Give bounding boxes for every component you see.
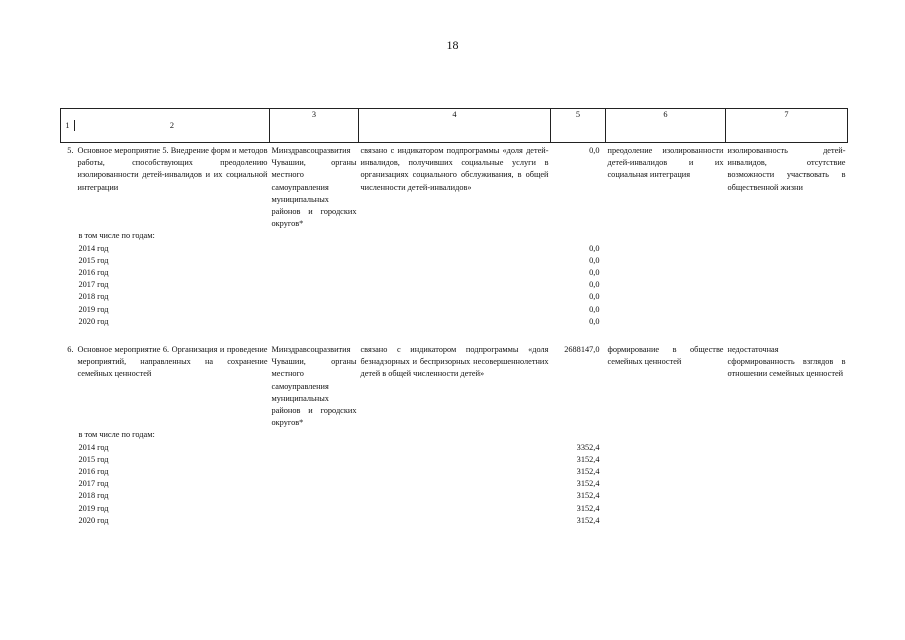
header-cell: 4 bbox=[359, 109, 551, 143]
empty-cell bbox=[606, 442, 726, 454]
year-label: 2019 год bbox=[78, 503, 109, 513]
empty-cell bbox=[606, 466, 726, 478]
empty-cell bbox=[726, 230, 848, 242]
spacer-row bbox=[61, 328, 848, 342]
year-value: 3152,4 bbox=[576, 454, 600, 464]
result-cell: преодоление изолированности детей-инвалидов и их социальная интеграция bbox=[607, 146, 724, 180]
year-row bbox=[61, 304, 848, 316]
empty-cell bbox=[606, 515, 726, 527]
year-value: 3152,4 bbox=[576, 467, 600, 477]
years-label: в том числе по годам: bbox=[78, 430, 155, 440]
empty-cell bbox=[606, 243, 726, 255]
empty-cell bbox=[270, 267, 359, 279]
years-label-row bbox=[61, 429, 848, 441]
empty-cell bbox=[551, 429, 606, 441]
empty-cell bbox=[606, 429, 726, 441]
empty-cell bbox=[270, 478, 359, 490]
header-cell bbox=[61, 109, 270, 143]
empty-cell bbox=[270, 466, 359, 478]
empty-cell bbox=[606, 255, 726, 267]
year-row bbox=[61, 442, 848, 454]
empty-cell bbox=[359, 279, 551, 291]
year-value: 3152,4 bbox=[576, 503, 600, 513]
year-value: 3152,4 bbox=[576, 491, 600, 501]
year-value: 0,0 bbox=[589, 268, 600, 278]
empty-cell bbox=[270, 429, 359, 441]
executor-cell: Минздравсоцразвития Чувашии, органы местного самоуправления муниципальных районов и городских округов* bbox=[271, 345, 357, 428]
activity-row bbox=[61, 342, 848, 429]
year-row bbox=[61, 279, 848, 291]
empty-cell bbox=[606, 478, 726, 490]
page-number: 18 bbox=[446, 38, 459, 52]
year-row bbox=[61, 243, 848, 255]
year-value: 0,0 bbox=[589, 255, 600, 265]
empty-cell bbox=[606, 267, 726, 279]
year-value: 0,0 bbox=[589, 280, 600, 290]
empty-cell bbox=[270, 515, 359, 527]
activity-name-cell bbox=[61, 342, 270, 429]
activity-name-cell bbox=[61, 143, 270, 231]
empty-cell bbox=[606, 291, 726, 303]
year-row bbox=[61, 316, 848, 328]
year-row bbox=[61, 490, 848, 502]
years-label-row bbox=[61, 230, 848, 242]
program-table bbox=[60, 108, 848, 527]
spacer-cell bbox=[61, 328, 848, 342]
empty-cell bbox=[359, 442, 551, 454]
amount-cell: 0,0 bbox=[589, 146, 600, 155]
activity-number: 6. bbox=[67, 345, 74, 355]
empty-cell bbox=[726, 515, 848, 527]
empty-cell bbox=[726, 291, 848, 303]
year-value: 3152,4 bbox=[576, 515, 600, 525]
year-label: 2015 год bbox=[78, 454, 109, 464]
empty-cell bbox=[270, 316, 359, 328]
empty-cell bbox=[359, 466, 551, 478]
empty-cell bbox=[726, 442, 848, 454]
year-value: 3352,4 bbox=[576, 442, 600, 452]
empty-cell bbox=[726, 316, 848, 328]
empty-cell bbox=[359, 291, 551, 303]
year-label: 2014 год bbox=[78, 442, 109, 452]
year-row bbox=[61, 454, 848, 466]
year-row bbox=[61, 478, 848, 490]
empty-cell bbox=[359, 515, 551, 527]
year-label: 2017 год bbox=[78, 280, 109, 290]
year-label: 2015 год bbox=[78, 255, 109, 265]
header-cell: 7 bbox=[726, 109, 848, 143]
empty-cell bbox=[270, 454, 359, 466]
empty-cell bbox=[726, 267, 848, 279]
empty-cell bbox=[606, 230, 726, 242]
year-label: 2019 год bbox=[78, 304, 109, 314]
empty-cell bbox=[359, 255, 551, 267]
year-label: 2016 год bbox=[78, 467, 109, 477]
activity-name: Основное мероприятие 5. Внедрение форм и методов работы, способствующих преодолению изолированности детей-инвалидов и их социальной интеграции bbox=[77, 146, 268, 192]
empty-cell bbox=[359, 490, 551, 502]
consequence-cell: изолированность детей-инвалидов, отсутствие возможности участвовать в общественной жизни bbox=[727, 146, 846, 192]
empty-cell bbox=[359, 454, 551, 466]
result-cell: формирование в обществе семейных ценностей bbox=[607, 345, 724, 367]
empty-cell bbox=[359, 304, 551, 316]
activity-row bbox=[61, 143, 848, 231]
empty-cell bbox=[359, 478, 551, 490]
empty-cell bbox=[726, 478, 848, 490]
year-value: 0,0 bbox=[589, 316, 600, 326]
executor-cell: Минздравсоцразвития Чувашии, органы местного самоуправления муниципальных районов и городских округов* bbox=[271, 146, 357, 229]
empty-cell bbox=[726, 429, 848, 441]
empty-cell bbox=[726, 490, 848, 502]
empty-cell bbox=[359, 316, 551, 328]
year-label: 2014 год bbox=[78, 243, 109, 253]
empty-cell bbox=[270, 304, 359, 316]
header-cell: 3 bbox=[270, 109, 359, 143]
header-cell: 5 bbox=[551, 109, 606, 143]
empty-cell bbox=[270, 279, 359, 291]
table-body bbox=[61, 109, 848, 528]
empty-cell bbox=[359, 267, 551, 279]
empty-cell bbox=[726, 304, 848, 316]
empty-cell bbox=[606, 316, 726, 328]
activity-name: Основное мероприятие 6. Организация и проведение мероприятий, направленных на сохранение семейных ценностей bbox=[77, 345, 268, 379]
year-label: 2020 год bbox=[78, 316, 109, 326]
year-label: 2017 год bbox=[78, 479, 109, 489]
header-cell: 6 bbox=[606, 109, 726, 143]
empty-cell bbox=[359, 243, 551, 255]
empty-cell bbox=[726, 454, 848, 466]
activity-number: 5. bbox=[67, 146, 74, 155]
indicator-cell: связано с индикатором подпрограммы «доля детей-инвалидов, получивших социальные услуги в организациях социального обслуживания, в общей численности детей-инвалидов» bbox=[360, 146, 549, 192]
empty-cell bbox=[270, 442, 359, 454]
year-row bbox=[61, 291, 848, 303]
empty-cell bbox=[606, 490, 726, 502]
empty-cell bbox=[726, 243, 848, 255]
year-label: 2018 год bbox=[78, 292, 109, 302]
year-row bbox=[61, 466, 848, 478]
year-value: 3152,4 bbox=[576, 479, 600, 489]
empty-cell bbox=[270, 230, 359, 242]
year-label: 2016 год bbox=[78, 268, 109, 278]
empty-cell bbox=[551, 230, 606, 242]
empty-cell bbox=[359, 503, 551, 515]
empty-cell bbox=[606, 304, 726, 316]
year-row bbox=[61, 515, 848, 527]
year-label: 2020 год bbox=[78, 515, 109, 525]
year-row bbox=[61, 503, 848, 515]
empty-cell bbox=[606, 454, 726, 466]
years-label: в том числе по годам: bbox=[78, 231, 155, 241]
year-value: 0,0 bbox=[589, 243, 600, 253]
empty-cell bbox=[606, 503, 726, 515]
empty-cell bbox=[359, 429, 551, 441]
header-cell: 1 bbox=[61, 120, 75, 131]
empty-cell bbox=[726, 279, 848, 291]
header-row bbox=[61, 109, 848, 143]
empty-cell bbox=[270, 490, 359, 502]
empty-cell bbox=[270, 291, 359, 303]
year-row bbox=[61, 255, 848, 267]
empty-cell bbox=[270, 503, 359, 515]
empty-cell bbox=[270, 243, 359, 255]
empty-cell bbox=[359, 230, 551, 242]
indicator-cell: связано с индикатором подпрограммы «доля безнадзорных и беспризорных несовершеннолетних детей в общей численности детей» bbox=[360, 345, 549, 379]
amount-cell: 2688147,0 bbox=[564, 345, 600, 355]
year-value: 0,0 bbox=[589, 292, 600, 302]
header-cell: 2 bbox=[169, 121, 175, 130]
empty-cell bbox=[726, 503, 848, 515]
year-row bbox=[61, 267, 848, 279]
year-label: 2018 год bbox=[78, 491, 109, 501]
empty-cell bbox=[726, 466, 848, 478]
empty-cell bbox=[270, 255, 359, 267]
year-value: 0,0 bbox=[589, 304, 600, 314]
empty-cell bbox=[726, 255, 848, 267]
empty-cell bbox=[606, 279, 726, 291]
consequence-cell: недостаточная сформированность взглядов в отношении семейных ценностей bbox=[727, 345, 846, 379]
